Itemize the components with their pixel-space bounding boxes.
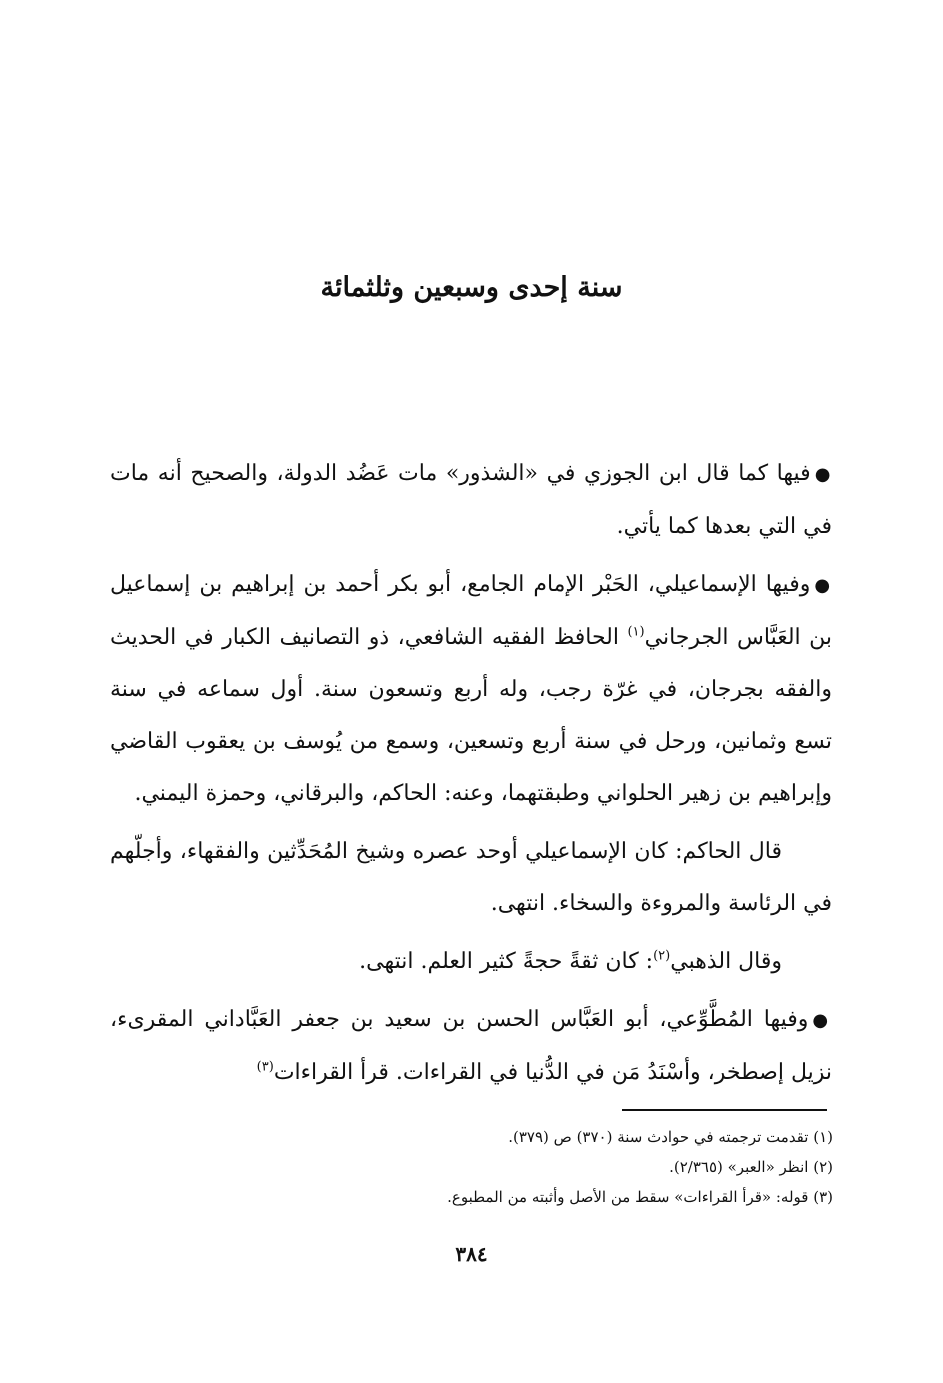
paragraph-text: : كان ثقةً حجةً كثير العلم. انتهى.: [359, 949, 654, 974]
paragraph-text: الحافظ الفقيه الشافعي، ذو التصانيف الكبار في الحديث والفقه بجرجان، في غرّة رجب، وله أربع وتسعون سنة. أول سماعه في سنة تسع وثمانين، ورحل في سنة أربع وتسعين، وسمع من يُوسف بن يعقوب القاضي وإبراهيم بن زهير الحلواني وطبقتهما، وعنه: الحاكم، والبرقاني، وحمزة اليمني.: [110, 625, 832, 806]
footnote-ref-3[interactable]: (٣): [256, 1059, 274, 1075]
paragraph-1: [110, 448, 832, 553]
chapter-title: سنة إحدى وسبعين وثلثمائة: [320, 272, 623, 303]
paragraph-text: قال الحاكم: كان الإسماعيلي أوحد عصره وشيخ المُحَدِّثين والفقهاء، وأجلّهم في الرئاسة والمروءة والسخاء. انتهى.: [110, 839, 832, 916]
paragraph-2: [110, 559, 832, 820]
paragraph-5: [110, 994, 832, 1099]
paragraph-3: [110, 826, 832, 930]
footnote-ref-2[interactable]: (٢): [653, 948, 671, 964]
paragraph-text: وفيها المُطَّوِّعي، أبو العَبَّاس الحسن بن سعيد بن جعفر العَبَّاداني المقرىء، نزيل إصطخر، وأسْنَدُ مَن في الدُّنيا في القراءات. قرأ القراءات: [110, 1007, 832, 1085]
paragraph-4: [110, 936, 832, 988]
paragraph-text: وقال الذهبي: [670, 949, 782, 974]
bullet-icon: ●: [812, 1010, 832, 1031]
bullet-icon: ●: [814, 575, 832, 596]
footnote-2: (٢) انظر «العبر» (٢/٣٦٥).: [669, 1158, 833, 1176]
footnote-3: (٣) قوله: «قرأ القراءات» سقط من الأصل وأثبته من المطبوع.: [447, 1188, 833, 1206]
page-number: ٣٨٤: [455, 1242, 488, 1266]
bullet-icon: ●: [814, 464, 832, 485]
footnote-divider: [622, 1109, 827, 1111]
footnote-ref-1[interactable]: (١): [627, 624, 645, 640]
main-text: [110, 448, 832, 1105]
paragraph-text: فيها كما قال ابن الجوزي في «الشذور» مات عَضُد الدولة، والصحيح أنه مات في التي بعدها كما يأتي.: [110, 461, 832, 539]
footnotes: [111, 1122, 833, 1212]
footnote-1: (١) تقدمت ترجمته في حوادث سنة (٣٧٠) ص (٣٧٩).: [508, 1128, 833, 1146]
paragraph-text: وفيها الإسماعيلي، الحَبْر الإمام الجامع، أبو بكر أحمد بن إبراهيم بن إسماعيل بن العَبَّاس الجرجاني: [110, 572, 832, 650]
